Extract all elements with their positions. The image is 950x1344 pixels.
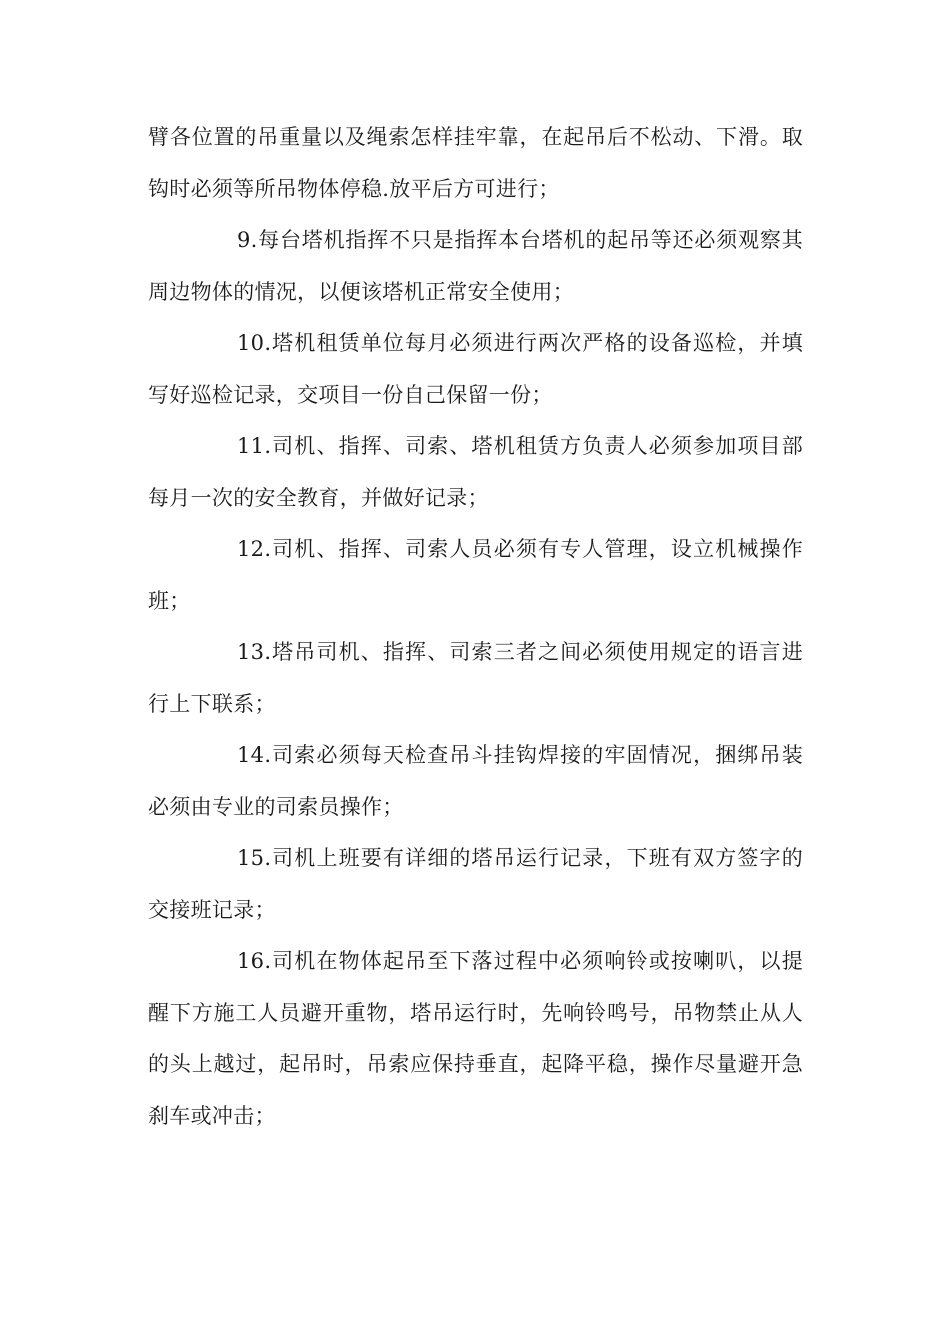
- paragraph-item-12: 12.司机、指挥、司索人员必须有专人管理，设立机械操作班；: [148, 537, 803, 613]
- paragraph-item-14: 14.司索必须每天检查吊斗挂钩焊接的牢固情况，捆绑吊装必须由专业的司索员操作；: [148, 743, 803, 819]
- paragraph-item-10: 10.塔机租赁单位每月必须进行两次严格的设备巡检，并填写好巡检记录，交项目一份自己保留一份；: [148, 331, 803, 407]
- paragraph-item-16: 16.司机在物体起吊至下落过程中必须响铃或按喇叭，以提醒下方施工人员避开重物，塔吊运行时，先响铃鸣号，吊物禁止从人的头上越过，起吊时，吊索应保持垂直，起降平稳，操作尽量避开急刹车或冲击；: [148, 949, 803, 1128]
- paragraph-item-15: 15.司机上班要有详细的塔吊运行记录，下班有双方签字的交接班记录；: [148, 846, 803, 922]
- document-body: [148, 112, 803, 1142]
- paragraph-item-11: 11.司机、指挥、司索、塔机租赁方负责人必须参加项目部每月一次的安全教育，并做好记录；: [148, 434, 803, 510]
- paragraph-item-9: 9.每台塔机指挥不只是指挥本台塔机的起吊等还必须观察其周边物体的情况，以便该塔机正常安全使用；: [148, 228, 803, 304]
- paragraph-item-13: 13.塔吊司机、指挥、司索三者之间必须使用规定的语言进行上下联系；: [148, 640, 803, 716]
- paragraph-continuation: 臂各位置的吊重量以及绳索怎样挂牢靠，在起吊后不松动、下滑。取钩时必须等所吊物体停稳.放平后方可进行；: [148, 125, 803, 201]
